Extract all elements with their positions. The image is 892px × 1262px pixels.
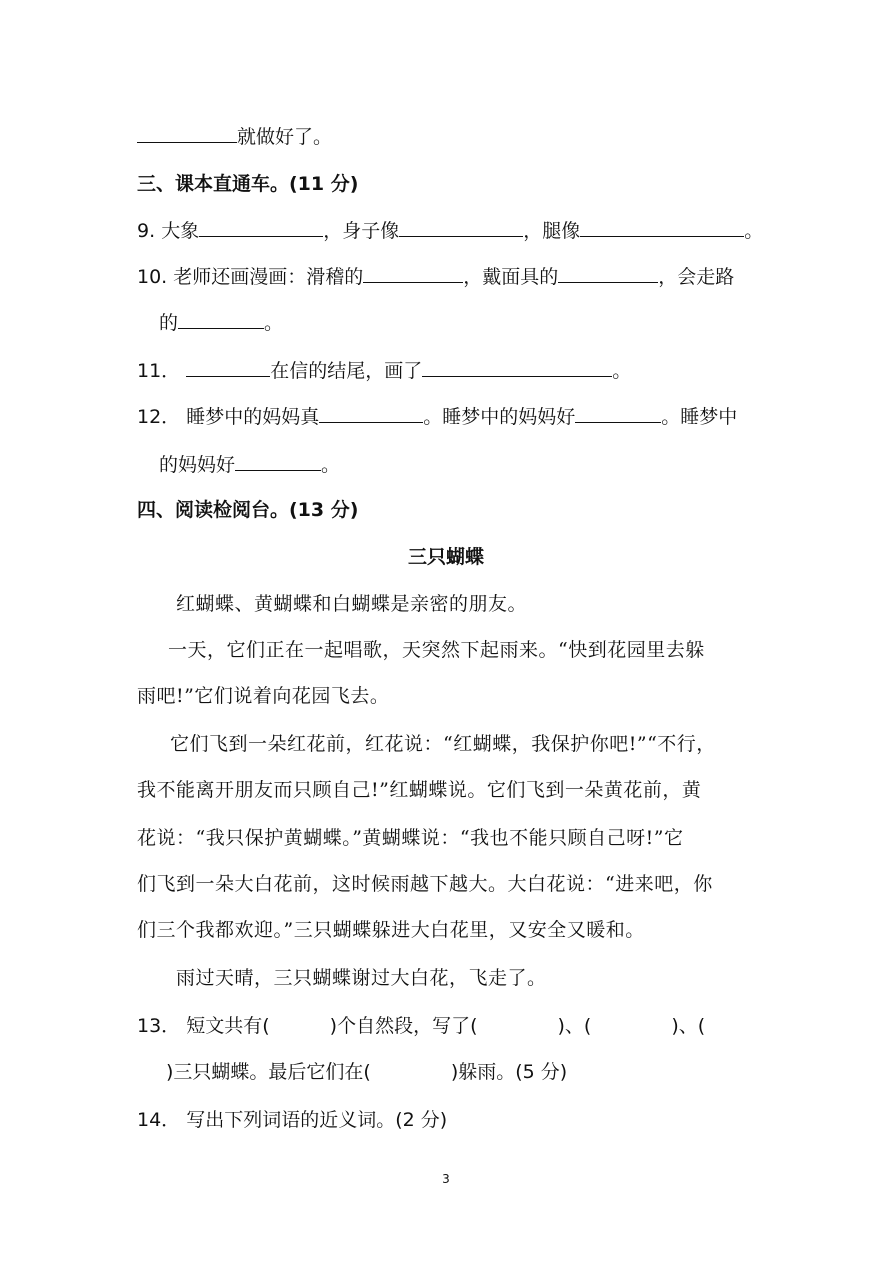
answer-blank[interactable]: [186, 356, 270, 377]
question-13-continued: [166, 1058, 567, 1086]
answer-blank[interactable]: [363, 262, 463, 283]
question-10-continued: [159, 308, 283, 337]
question-text: ，腿像: [523, 220, 581, 242]
section-three-title: 三、课本直通车。(11 分): [137, 173, 359, 195]
question-10: [137, 262, 734, 291]
story-line: 一天，它们正在一起唱歌，天突然下起雨来。“快到花园里去躲: [168, 639, 705, 661]
question-text: 。睡梦中的妈妈好: [423, 406, 576, 428]
story-line: 我不能离开朋友而只顾自己!”红蝴蝶说。它们飞到一朵黄花前，黄: [137, 779, 702, 801]
answer-blank[interactable]: [422, 356, 612, 377]
question-text: ，会走路: [658, 266, 735, 288]
answer-blank[interactable]: [235, 450, 321, 471]
answer-blank[interactable]: [575, 402, 661, 423]
question-9: [137, 216, 763, 245]
question-number: 14．: [137, 1109, 181, 1131]
story-line: 红蝴蝶、黄蝴蝶和白蝴蝶是亲密的朋友。: [176, 593, 528, 615]
question-text: ，戴面具的: [463, 266, 559, 288]
question-number: 10.: [137, 266, 168, 288]
question-text: 老师还画漫画：滑稽的: [173, 266, 364, 288]
answer-blank[interactable]: [558, 262, 658, 283]
question-text: 。: [321, 454, 341, 476]
question-text: )躲雨。(5 分): [450, 1061, 568, 1083]
question-13: [137, 1012, 705, 1040]
question-number: 9.: [137, 220, 156, 242]
line-text: 就做好了。: [237, 126, 333, 148]
answer-blank[interactable]: [178, 308, 264, 329]
question-text: 短文共有(: [186, 1015, 270, 1037]
story-line: 它们飞到一朵红花前，红花说：“红蝴蝶，我保护你吧!”“不行，: [170, 733, 716, 755]
question-text: 写出下列词语的近义词。(2 分): [186, 1109, 448, 1131]
question-text: 在信的结尾，画了: [270, 360, 423, 382]
question-text: )个自然段，写了(: [329, 1015, 478, 1037]
question-12-continued: [159, 450, 340, 479]
story-line: 花说：“我只保护黄蝴蝶。”黄蝴蝶说：“我也不能只顾自己呀!”它: [137, 827, 684, 849]
question-text: )、(: [557, 1015, 592, 1037]
question-text: 大象: [161, 220, 200, 242]
story-title: 三只蝴蝶: [407, 546, 484, 568]
question-text: 睡梦中的妈妈真: [186, 406, 320, 428]
answer-blank[interactable]: [399, 216, 523, 237]
question-text: )三只蝴蝶。最后它们在(: [166, 1061, 371, 1083]
question-text: ，身子像: [323, 220, 400, 242]
section-four-title: 四、阅读检阅台。(13 分): [137, 499, 359, 521]
question-text: 的: [159, 312, 179, 334]
question-number: 12．: [137, 406, 181, 428]
story-line: 们三个我都欢迎。”三只蝴蝶躲进大白花里，又安全又暖和。: [137, 919, 645, 941]
answer-blank[interactable]: [319, 402, 423, 423]
story-line: 们飞到一朵大白花前，这时候雨越下越大。大白花说：“进来吧，你: [137, 873, 713, 895]
answer-blank[interactable]: [199, 216, 323, 237]
question-14: [137, 1106, 447, 1134]
story-line: 雨过天晴，三只蝴蝶谢过大白花，飞走了。: [176, 967, 547, 989]
question-number: 13．: [137, 1015, 181, 1037]
page-number: 3: [442, 1172, 450, 1186]
question-text: 。: [744, 220, 764, 242]
question-11: [137, 356, 631, 385]
question-number: 11．: [137, 360, 181, 382]
answer-blank[interactable]: [580, 216, 744, 237]
question-text: 的妈妈好: [159, 454, 236, 476]
story-line: 雨吧!”它们说着向花园飞去。: [137, 685, 390, 707]
answer-blank[interactable]: [137, 122, 237, 143]
question-12: [137, 402, 737, 431]
fill-line-top: [137, 122, 332, 151]
question-text: 。睡梦中: [661, 406, 738, 428]
question-text: 。: [264, 312, 284, 334]
question-text: )、(: [671, 1015, 706, 1037]
question-text: 。: [612, 360, 632, 382]
